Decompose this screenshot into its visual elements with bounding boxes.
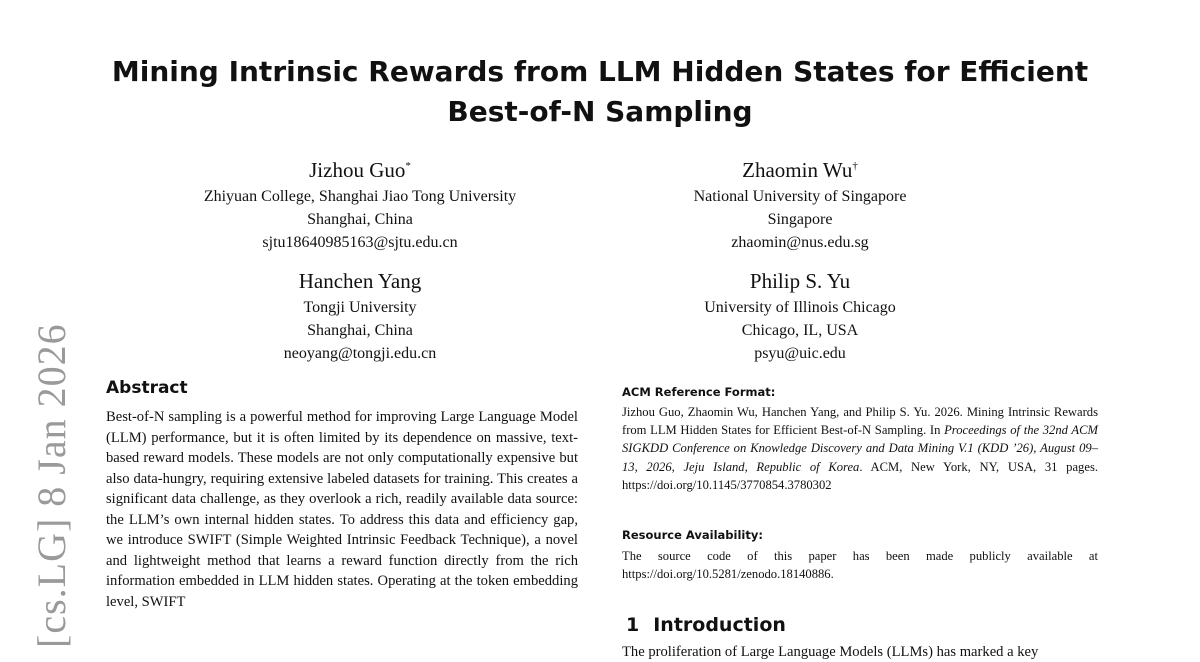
resource-availability-heading: Resource Availability:: [622, 528, 763, 542]
author-block: [125, 266, 595, 365]
section-number: 1: [626, 614, 640, 636]
author-name: Jizhou Guo*: [309, 158, 411, 182]
author-name: Hanchen Yang: [298, 269, 422, 293]
section-title: Introduction: [653, 614, 786, 636]
author-affiliation: Tongji University: [303, 299, 417, 316]
author-email: psyu@uic.edu: [754, 345, 846, 362]
author-affiliation: University of Illinois Chicago: [704, 299, 896, 316]
author-location: Shanghai, China: [307, 211, 413, 228]
introduction-text: The proliferation of Large Language Models (LLMs) has marked a key: [622, 644, 1039, 660]
author-footnote-mark: †: [852, 160, 858, 172]
arxiv-side-stamp: [cs.LG] 8 Jan 2026: [29, 323, 74, 648]
resource-availability-text: The source code of this paper has been made publicly available at https://doi.org/10.5281/zenodo.18140886.: [622, 549, 1098, 582]
author-name: Philip S. Yu: [749, 269, 851, 293]
author-location: Shanghai, China: [307, 322, 413, 339]
author-block: [565, 266, 1035, 365]
author-affiliation: National University of Singapore: [693, 188, 907, 205]
author-name: Zhaomin Wu†: [742, 158, 858, 182]
acm-reference-heading: ACM Reference Format:: [622, 385, 776, 399]
paper-title: Mining Intrinsic Rewards from LLM Hidden States for Efficient Best-of-N Sampling: [111, 55, 1089, 128]
introduction-heading: [626, 614, 786, 636]
author-email: sjtu18640985163@sjtu.edu.cn: [262, 234, 458, 251]
author-affiliation: Zhiyuan College, Shanghai Jiao Tong University: [203, 188, 517, 205]
acm-reference-venue: Proceedings of the 32nd ACM SIGKDD Conference on Knowledge Discovery and Data Mining V.1 (KDD ’26), August 09–13, 2026, Jeju Island, Republic of Korea: [622, 423, 1098, 474]
acm-reference-text: Jizhou Guo, Zhaomin Wu, Hanchen Yang, and Philip S. Yu. 2026. Mining Intrinsic Rewards from LLM Hidden States for Efficient Best-of-N Sampling. In Proceedings of the 32nd ACM SIGKDD Conference on Knowledge Discovery and Data Mining V.1 (KDD ’26), August 09–13, 2026, Jeju Island, Republic of Korea. ACM, New York, NY, USA, 31 pages. https://doi.org/10.1145/3770854.3780302: [622, 405, 1098, 492]
author-email: zhaomin@nus.edu.sg: [731, 234, 869, 251]
author-footnote-mark: *: [405, 160, 411, 172]
author-location: Chicago, IL, USA: [741, 322, 859, 339]
abstract-heading: Abstract: [106, 378, 188, 398]
author-block: [125, 151, 595, 254]
author-block: [565, 151, 1035, 254]
abstract-text: Best-of-N sampling is a powerful method for improving Large Language Model (LLM) performance, but it is often limited by its dependence on massive, text-based reward models. These models are not only computationally expensive but also data-hungry, requiring extensive labeled datasets for training. This creates a significant data challenge, as they overlook a rich, readily available data source: the LLM’s own internal hidden states. To address this data and efficiency gap, we introduce SWIFT (Simple Weighted Intrinsic Feedback Technique), a novel and lightweight method that learns a reward function directly from the rich information embedded in LLM hidden states. Operating at the token embedding level, SWIFT: [106, 409, 578, 610]
author-email: neoyang@tongji.edu.cn: [283, 345, 437, 362]
author-location: Singapore: [767, 211, 833, 228]
